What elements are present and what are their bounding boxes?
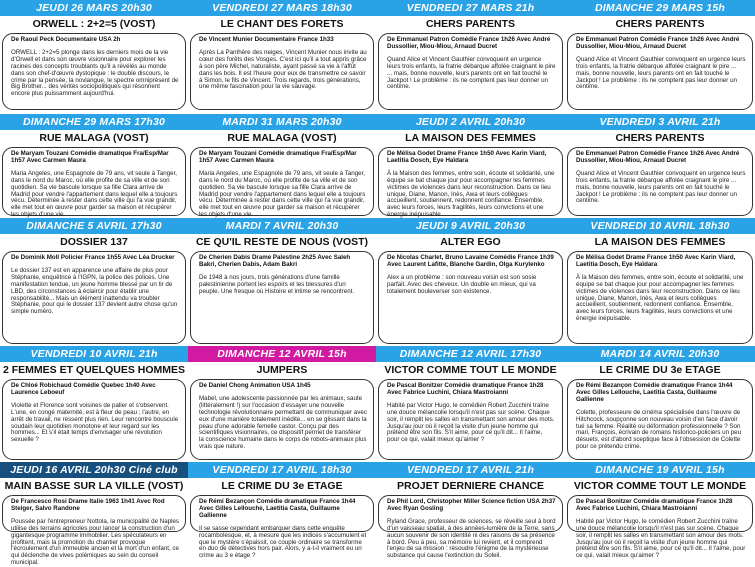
film-credits: De Emmanuel Patron Comédie France 1h26 Avec André Dussollier, Miou-Miou, Arnaud Ducret: [576, 150, 740, 164]
film-details: [567, 147, 753, 216]
date-banner: JEUDI 2 AVRIL 20h30: [376, 114, 565, 130]
date-banner: JEUDI 26 MARS 20h30: [0, 0, 188, 16]
film-details: [2, 33, 186, 110]
program-card: [565, 346, 755, 462]
film-details: [567, 379, 753, 460]
film-title: JUMPERS: [256, 364, 308, 376]
film-credits: De Francesco Rosi Drame Italie 1963 1h41 Avec Rod Steiger, Salvo Randone: [11, 498, 165, 512]
film-synopsis: Mabel, une adolescente passionnée par les animaux, saute (littéralement !) sur l'occasion d'essayer une nouvelle technologie révolutionnaire permettant de communiquer avec eux d'une manière totalement inédite... en se glissant dans la peau d'une adorable femelle castor. Conçu par des scientifiques visionnaires, ce dispositif permet de transférer la conscience humaine dans le corps de robots-animaux plus vrais que nature.: [199, 394, 367, 451]
film-title: VICTOR COMME TOUT LE MONDE: [573, 480, 747, 492]
program-card: [0, 114, 188, 218]
film-synopsis: À la Maison des femmes, entre soin, écoute et solidarité, une équipe se bat chaque jour pour accompagner les femmes victimes de violences dans leur reconstruction. Dans ce lieu unique, Diane, Manon, Inès, Awa et leurs collègues accueillent, soutiennent, redonnent confiance. Ensemble, avec leurs forces, leurs fragilités, leurs convictions et une énergie inépuisable.: [387, 169, 555, 219]
program-card: [376, 462, 565, 560]
date-banner: DIMANCHE 12 AVRIL 17h30: [376, 346, 565, 362]
film-details: [567, 33, 753, 110]
film-synopsis: Maria Angeles, une Espagnole de 79 ans, vit seule à Tanger, dans le nord du Maroc, où elle profite de sa ville et de son quotidien. Sa vie bascule lorsque sa fille Clara arrive de Madrid pour vendre l'appartement dans lequel elle a toujours vécu. Déterminée à rester dans cette ville qui l'a vue grandir, elle met tout en œuvre pour garder sa maison et récupérer les objets d'une vie.: [11, 169, 178, 219]
film-synopsis: Colette, professeure de cinéma spécialisée dans l'œuvre de Hitchcock, soupçonne son nouveau voisin d'en face d'avoir tué sa femme. Réalité ou déformation professionnelle ? Son mari, François, écrivain de romans historico-policiers un peu désuets, est d'abord sceptique face à l'obsession de Colette pour ce prétendu crime.: [576, 408, 742, 451]
film-details: [190, 379, 374, 460]
film-synopsis: Alex a un problème : son nouveau voisin est son sosie parfait. Avec des cheveux. Un double en mieux, qui va totalement bouleverser son existence.: [387, 273, 537, 295]
date-banner: VENDREDI 10 AVRIL 21h: [0, 346, 188, 362]
film-title: CE QU'IL RESTE DE NOUS (VOST): [195, 236, 369, 248]
film-synopsis: À la Maison des femmes, entre soin, écoute et solidarité, une équipe se bat chaque jour pour accompagner les femmes victimes de violences dans leur reconstruction. Dans ce lieu unique, Diane, Manon, Inès, Awa et leurs collègues accueillent, soutiennent, redonnent confiance. Ensemble, avec leurs forces, leurs fragilités, leurs convictions et une énergie inépuisable.: [576, 273, 744, 323]
film-credits: De Emmanuel Patron Comédie France 1h26 Avec André Dussollier, Miou-Miou, Arnaud Ducret: [576, 36, 740, 50]
film-credits: De Chloé Robichaud Comédie Quebec 1h40 Avec Laurence Leboeuf: [11, 382, 156, 396]
program-card: [0, 218, 188, 346]
film-synopsis: Quand Alice et Vincent Gauthier convoquent en urgence leurs trois enfants, la fratrie débarque affolée craignant le pire ... mais, bonne nouvelle, leurs parents ont en fait touché le Jackpot ! Le problème : ils ne comptent pas leur donner un centime.: [576, 169, 746, 205]
date-banner: JEUDI 16 AVRIL 20h30 Ciné club: [0, 462, 188, 478]
film-synopsis: Après La Panthère des neiges, Vincent Munier nous invite au cœur des forêts des Vosges. C'est ici qu'il a tout appris grâce à son père Michel, naturaliste, ayant passé sa vie à l'affût dans les bois. Il est l'heure pour eux de transmettre ce savoir à Simon, le fils de Vincent. Trois regards, trois générations, une même fascination pour la vie sauvage.: [199, 48, 367, 91]
film-synopsis: Quand Alice et Vincent Gauthier convoquent en urgence leurs trois enfants, la fratrie débarque affolée craignant le pire ... mais, bonne nouvelle, leurs parents ont en fait touché le Jackpot ! Le problème : ils ne comptent pas leur donner un centime.: [387, 55, 556, 91]
film-synopsis: De 1948 à nos jours, trois générations d'une famille palestinienne portent les espoirs et les blessures d'un peuple. Une fresque où Histoire et intime se rencontrent.: [199, 273, 355, 295]
program-card: [376, 0, 565, 112]
program-card: [188, 0, 376, 112]
date-banner: VENDREDI 3 AVRIL 21h: [565, 114, 755, 130]
film-credits: De Mélisa Godet Drame France 1h50 Avec Karin Viard, Laetitia Dosch, Eye Haïdara: [387, 150, 547, 164]
film-details: [190, 495, 374, 560]
film-synopsis: Ryland Grace, professeur de sciences, se réveille seul à bord d'un vaisseau spatial, à des années-lumière de la Terre, sans aucun souvenir de son identité ni des raisons de sa présence à bord. Peu à peu, sa mémoire lui revient, et il comprend l'enjeu de sa mission : résoudre l'énigme de la mystérieuse substance qui cause l'extinction du Soleil.: [387, 517, 556, 560]
film-title: CHERS PARENTS: [425, 18, 516, 30]
film-credits: De Raoul Peck Documentaire USA 2h: [11, 36, 121, 43]
program-card: [565, 218, 755, 346]
program-card: [376, 346, 565, 462]
film-synopsis: Habité par Victor Hugo, le comédien Robert Zucchini traîne une douce mélancolie lorsqu'il n'est pas sur scène. Chaque soir, il remplit les salles en transmettant son amour des mots. Jusqu'au jour où il reçoit la visite d'un jeune homme qui prétend être son fils. S'il aime, pour ce qu'il dit... Il l'aime, pour ce qui, valait mieux qu'aimer ?: [576, 517, 746, 560]
date-banner: VENDREDI 17 AVRIL 18h30: [188, 462, 376, 478]
date-banner: VENDREDI 27 MARS 21h: [376, 0, 565, 16]
film-synopsis: Quand Alice et Vincent Gauthier convoquent en urgence leurs trois enfants, la fratrie débarque affolée craignant le pire ... mais, bonne nouvelle, leurs parents ont en fait touché le Jackpot ! Le problème : ils ne comptent pas leur donner un centime.: [576, 55, 746, 91]
film-credits: De Rémi Bezançon Comédie dramatique France 1h44 Avec Gilles Lellouche, Laetitia Casta, Guillaume Gallienne: [576, 382, 733, 403]
film-title: ALTER EGO: [440, 236, 501, 248]
program-card: [0, 346, 188, 462]
date-banner: DIMANCHE 19 AVRIL 15h: [565, 462, 755, 478]
film-title: PROJET DERNIERE CHANCE: [396, 480, 545, 492]
film-title: DOSSIER 137: [60, 236, 128, 248]
film-title: LE CHANT DES FORETS: [220, 18, 344, 30]
film-details: [190, 147, 374, 219]
date-banner: MARDI 31 MARS 20h30: [188, 114, 376, 130]
film-title: RUE MALAGA (VOST): [39, 132, 149, 144]
film-synopsis: Maria Angeles, une Espagnole de 79 ans, vit seule à Tanger, dans le nord du Maroc, où elle profite de sa ville et de son quotidien. Sa vie bascule lorsque sa fille Clara arrive de Madrid pour vendre l'appartement dans lequel elle a toujours vécu. Déterminée à rester dans cette ville qui l'a vue grandir, elle met tout en œuvre pour garder sa maison et récupérer les objets d'une vie.: [199, 169, 366, 219]
date-banner: JEUDI 9 AVRIL 20h30: [376, 218, 565, 234]
program-card: [188, 218, 376, 346]
film-title: VICTOR COMME TOUT LE MONDE: [384, 364, 557, 376]
film-details: [190, 33, 374, 110]
film-credits: De Pascal Bonitzer Comédie dramatique France 1h28 Avec Fabrice Luchini, Chiara Mastroianni: [387, 382, 544, 396]
date-banner: MARDI 7 AVRIL 20h30: [188, 218, 376, 234]
film-title: CHERS PARENTS: [615, 18, 705, 30]
film-credits: De Daniel Chong Animation USA 1h45: [199, 382, 311, 389]
film-credits: De Cherien Dabis Drame Palestine 2h25 Avec Saleh Bakri, Cherien Dabis, Adam Bakri: [199, 254, 351, 268]
date-banner: VENDREDI 27 MARS 18h30: [188, 0, 376, 16]
film-credits: De Maryam Touzani Comédie dramatique Fra/Esp/Mar 1h57 Avec Carmen Maura: [11, 150, 169, 164]
program-card: [565, 462, 755, 560]
program-card: [188, 346, 376, 462]
film-synopsis: ORWELL : 2+2=5 plonge dans les derniers mois de la vie d'Orwell et dans son œuvre visionnaire pour explorer les racines des concepts troublants qu'il a révélés au monde dans son chef-d'œuvre dystopique : le double discours, le crime par la pensée, la novlangue, le spectre omniprésent de Big Brother... des vérités sociopolitiques qui résonnent encore plus puissamment aujourd'hui.: [11, 48, 179, 98]
film-credits: De Emmanuel Patron Comédie France 1h26 Avec André Dussollier, Miou-Miou, Arnaud Ducret: [387, 36, 551, 50]
film-title: LE CRIME DU 3e ETAGE: [221, 480, 343, 492]
film-synopsis: Il se sasse cependant embarquer dans cette enquête rocambolesque, et, à mesure que les indices s'accumulent et que le mystère s'épaissit, ce couple ordinaire se transforme en duo de détectives hors pair. Alors, y a-t-il vraiment eu un crime au 3 e étage ?: [199, 524, 367, 560]
film-details: [2, 379, 186, 460]
film-credits: De Mélisa Godet Drame France 1h50 Avec Karin Viard, Laetitia Dosch, Eye Haïdara: [576, 254, 736, 268]
film-credits: De Vincent Munier Documentaire France 1h33: [199, 36, 334, 43]
film-credits: De Dominik Moll Policier France 1h55 Avec Léa Drucker: [11, 254, 175, 261]
film-title: CHERS PARENTS: [615, 132, 705, 144]
film-details: [378, 33, 563, 110]
program-card: [0, 462, 188, 567]
film-synopsis: Habité par Victor Hugo, le comédien Robert Zucchini traîne une douce mélancolie lorsqu'il n'est pas sur scène. Chaque soir, il remplit les salles en transmettant son amour des mots. Jusqu'au jour où il reçoit la visite d'un jeune homme qui prétend être son fils. S'il aime, pour ce qu'il dit... Il l'aime, pour ce qui, valait mieux qu'aimer ?: [387, 401, 555, 444]
program-card: [376, 218, 565, 346]
film-credits: De Nicolas Charlet, Bruno Lavaine Comédie France 1h39 Avec Laurent Lafitte, Blanche Gardin, Olga Kurylenko: [387, 254, 554, 268]
film-credits: De Phil Lord, Christopher Miller Science fiction USA 2h37 Avec Ryan Gosling: [387, 498, 556, 512]
film-synopsis: Le dossier 137 est en apparence une affaire de plus pour Stéphanie, enquêtrice à l'IGPN, la police des polices. Une manifestation tendue, un jeune homme blessé par un tir de LBD, des circonstances à éclaircir pour établir une responsabilité... Mais un élément inattendu va troubler Stéphanie, pour qui le dossier 137 devient autre chose qu'un simple numéro.: [11, 266, 178, 316]
film-details: [378, 251, 563, 344]
film-title: 2 FEMMES ET QUELQUES HOMMES: [2, 364, 186, 376]
program-card: [188, 114, 376, 218]
film-details: [378, 495, 563, 560]
film-details: [567, 495, 753, 560]
program-card: [0, 0, 188, 112]
film-title: ORWELL : 2+2=5 (VOST): [32, 18, 156, 30]
program-card: [565, 0, 755, 112]
film-title: MAIN BASSE SUR LA VILLE (VOST): [4, 480, 184, 492]
film-details: [567, 251, 753, 344]
film-synopsis: Violette et Florence sont voisines de palier et s'observent. L'une, en congé maternité, est à fleur de peau ; l'autre, en arrêt de travail, ne ressent plus rien. Leur rencontre bouscule soudain leur quotidien monotone et leur regard sur les hommes... Et s'il était temps d'envisager une révolution sexuelle ?: [11, 401, 179, 444]
film-details: [2, 495, 186, 567]
program-card: [188, 462, 376, 560]
film-details: [378, 379, 563, 460]
date-banner: DIMANCHE 12 AVRIL 15h: [188, 346, 376, 362]
date-banner: MARDI 14 AVRIL 20h30: [565, 346, 755, 362]
program-card: [376, 114, 565, 218]
film-credits: De Maryam Touzani Comédie dramatique Fra/Esp/Mar 1h57 Avec Carmen Maura: [199, 150, 357, 164]
date-banner: VENDREDI 10 AVRIL 18h30: [565, 218, 755, 234]
date-banner: DIMANCHE 29 MARS 15h: [565, 0, 755, 16]
film-synopsis: Poussée par l'entrepreneur Nottola, la municipalité de Naples utilise des terrains agricoles pour lancer la construction d'un gigantesque programme immobilier. Les spéculateurs en profitent, mais la promotion du chantier provoque l'écroulement d'un immeuble ancien et la mort d'un enfant, ce qui déclenche de vives polémiques au sein du conseil municipal.: [11, 517, 179, 567]
film-title: LE CRIME DU 3e ETAGE: [599, 364, 721, 376]
film-credits: De Pascal Bonitzer Comédie dramatique France 1h28 Avec Fabrice Luchini, Chiara Mastroianni: [576, 498, 733, 512]
film-title: LA MAISON DES FEMMES: [405, 132, 536, 144]
date-banner: DIMANCHE 29 MARS 17h30: [0, 114, 188, 130]
film-details: [378, 147, 563, 219]
film-details: [2, 147, 186, 219]
film-credits: De Rémi Bezançon Comédie dramatique France 1h44 Avec Gilles Lellouche, Laetitia Casta, Guillaume Gallienne: [199, 498, 356, 519]
program-card: [565, 114, 755, 218]
date-banner: DIMANCHE 5 AVRIL 17h30: [0, 218, 188, 234]
film-title: LA MAISON DES FEMMES: [594, 236, 726, 248]
film-details: [2, 251, 186, 344]
film-details: [190, 251, 374, 344]
film-title: RUE MALAGA (VOST): [227, 132, 337, 144]
date-banner: VENDREDI 17 AVRIL 21h: [376, 462, 565, 478]
